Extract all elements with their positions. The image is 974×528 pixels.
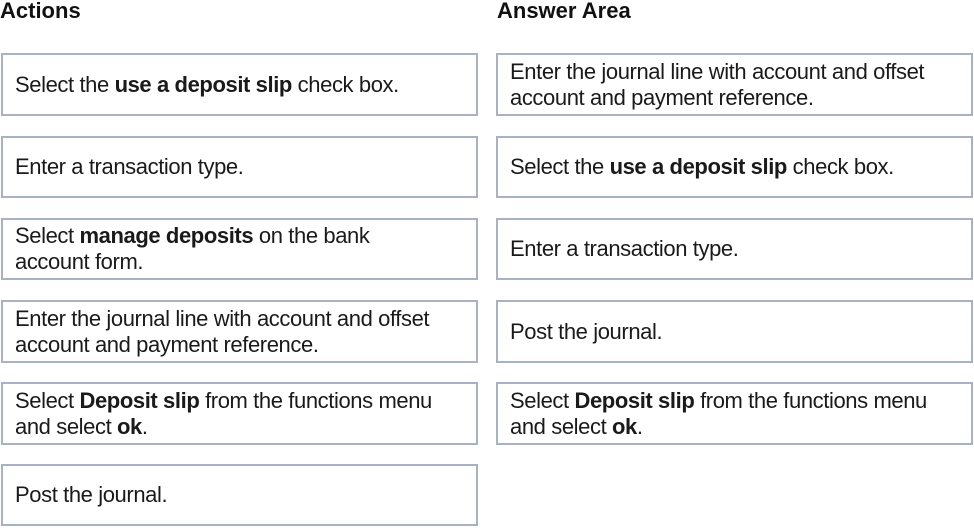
answer-item-post-journal[interactable] (496, 300, 973, 363)
action-item-manage-deposits[interactable] (1, 218, 478, 280)
action-item-journal-line[interactable] (1, 300, 478, 363)
answer-item-text: Select Deposit slip from the functions menu and select ok. (510, 387, 927, 439)
answer-item-text: Enter a transaction type. (510, 236, 739, 261)
action-item-transaction-type[interactable] (1, 136, 478, 198)
action-item-text: Post the journal. (15, 482, 168, 507)
answer-item-use-deposit-slip[interactable] (496, 136, 973, 198)
actions-title: Actions (0, 0, 81, 23)
action-item-deposit-slip-menu[interactable] (1, 382, 478, 445)
action-item-text: Select Deposit slip from the functions menu and select ok. (15, 387, 432, 439)
answer-item-deposit-slip-menu[interactable] (496, 382, 973, 445)
action-item-text: Select manage deposits on the bank account form. (15, 223, 370, 274)
action-item-use-deposit-slip[interactable] (1, 53, 478, 116)
answer-item-text: Select the use a deposit slip check box. (510, 154, 894, 179)
answer-area-title: Answer Area (497, 0, 631, 23)
action-item-text: Enter a transaction type. (15, 154, 244, 179)
action-item-post-journal[interactable] (1, 464, 478, 526)
action-item-text: Select the use a deposit slip check box. (15, 71, 399, 97)
answer-item-journal-line[interactable] (496, 53, 973, 116)
answer-item-text: Post the journal. (510, 318, 663, 344)
action-item-text: Enter the journal line with account and offset account and payment reference. (15, 305, 430, 357)
answer-item-text: Enter the journal line with account and offset account and payment reference. (510, 58, 925, 110)
answer-item-transaction-type[interactable] (496, 218, 973, 280)
